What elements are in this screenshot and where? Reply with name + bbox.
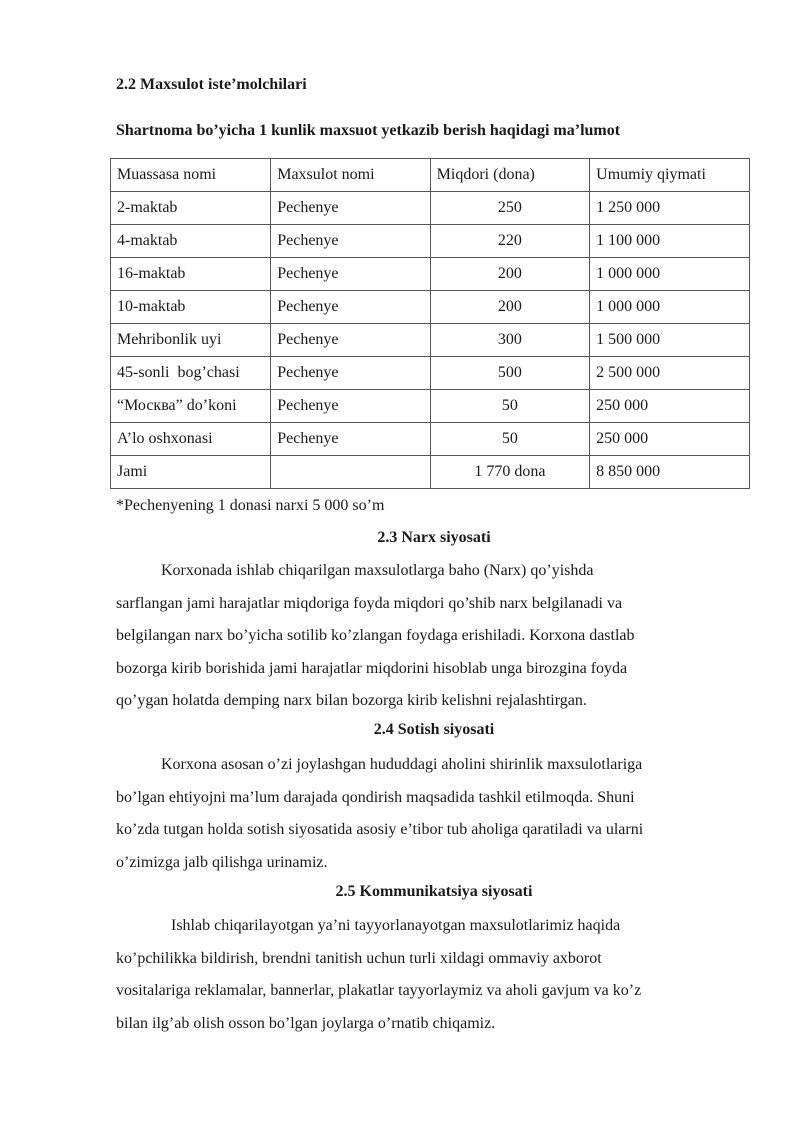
table-row [111,324,750,357]
table-cell: 220 [430,225,589,258]
table-cell: 1 000 000 [590,258,750,291]
table-cell: 4-maktab [111,225,271,258]
table-cell: 500 [430,357,589,390]
paragraph-line: qo’ygan holatda demping narx bilan bozorga kirib kelishni rejalashtirgan. [116,692,587,709]
deliveries-table [110,158,750,489]
section-2-5-title: 2.5 Kommunikatsiya siyosati [335,883,533,900]
paragraph-line: vositalariga reklamalar, bannerlar, plakatlar tayyorlaymiz va aholi gavjum va ko’z [116,982,642,999]
paragraph-line: bilan ilg’ab olish osson bo’lgan joylarga o’rnatib chiqamiz. [116,1014,496,1032]
table-cell: 1 100 000 [590,225,750,258]
paragraph-line: belgilangan narx bo’yicha sotilib ko’zlangan foydaga erishiladi. Korxona dastlab [116,627,635,644]
table-cell: 1 500 000 [590,324,750,357]
table-row [111,423,750,456]
section-2-4-paragraph [116,749,752,879]
table-cell: “Москва” do’koni [111,390,271,423]
price-note: *Pechenyening 1 donasi narxi 5 000 so’m [116,497,385,514]
table-row [111,291,750,324]
table-cell: 250 000 [590,390,750,423]
table-total-row [111,456,750,489]
paragraph-line: o’zimizga jalb qilishga urinamiz. [116,853,328,871]
paragraph-line: ko’zda tutgan holda sotish siyosatida asosiy e’tibor tub aholiga qaratiladi va ularni [116,821,644,838]
table-row [111,192,750,225]
section-2-4-title: 2.4 Sotish siyosati [373,721,495,738]
table-header-cell: Umumiy qiymati [590,159,750,192]
table-cell: 300 [430,324,589,357]
paragraph-line: Ishlab chiqarilayotgan ya’ni tayyorlanayotgan maxsulotlarimiz haqida [171,917,621,934]
table-row [111,390,750,423]
table-header-row [111,159,750,192]
table-cell: Pechenye [271,192,430,225]
paragraph-line: sarflangan jami harajatlar miqdoriga foyda miqdori qo’shib narx belgilanadi va [116,594,623,612]
table-cell: Pechenye [271,390,430,423]
table-row [111,258,750,291]
paragraph-line: ko’pchilikka bildirish, brendni tanitish uchun turli xildagi ommaviy axborot [116,949,602,967]
table-cell: Pechenye [271,291,430,324]
table-cell: 200 [430,258,589,291]
table-cell: 250 [430,192,589,225]
table-row [111,225,750,258]
paragraph-line: bo’lgan ehtiyojni ma’lum darajada qondirish maqsadida tashkil etilmoqda. Shuni [116,788,635,806]
table-cell: 1 000 000 [590,291,750,324]
section-2-3-title: 2.3 Narx siyosati [377,529,491,546]
table-cell: 45-sonli bog’chasi [111,357,271,390]
table-cell: 2-maktab [111,192,271,225]
table-cell: 200 [430,291,589,324]
paragraph-line: Korxonada ishlab chiqarilgan maxsulotlarga baho (Narx) qo’yishda [161,562,594,579]
table-caption: Shartnoma bo’yicha 1 kunlik maxsuot yetkazib berish haqidagi ma’lumot [116,122,621,139]
section-2-3-paragraph [116,555,752,718]
table-cell [271,456,430,489]
table-header-cell: Miqdori (dona) [430,159,589,192]
table-cell: 50 [430,423,589,456]
table-cell: Pechenye [271,225,430,258]
table-cell: 250 000 [590,423,750,456]
table-cell: Jami [111,456,271,489]
table-cell: Mehribonlik uyi [111,324,271,357]
table-cell: 8 850 000 [590,456,750,489]
table-cell: 1 250 000 [590,192,750,225]
table-cell: 2 500 000 [590,357,750,390]
table-cell: 1 770 dona [430,456,589,489]
paragraph-line: Korxona asosan o’zi joylashgan hududdagi aholini shirinlik maxsulotlariga [161,756,643,773]
table-row [111,357,750,390]
table-cell: 16-maktab [111,258,271,291]
table-cell: Pechenye [271,324,430,357]
table-cell: Pechenye [271,423,430,456]
paragraph-line: bozorga kirib borishida jami harajatlar miqdorini hisoblab unga birozgina foyda [116,659,628,677]
table-cell: Pechenye [271,357,430,390]
section-2-5-paragraph [116,910,752,1040]
table-cell: A’lo oshxonasi [111,423,271,456]
table-cell: 50 [430,390,589,423]
table-header-cell: Maxsulot nomi [271,159,430,192]
table-cell: 10-maktab [111,291,271,324]
table-cell: Pechenye [271,258,430,291]
table-header-cell: Muassasa nomi [111,159,271,192]
section-2-2-title: 2.2 Maxsulot iste’molchilari [116,76,307,93]
